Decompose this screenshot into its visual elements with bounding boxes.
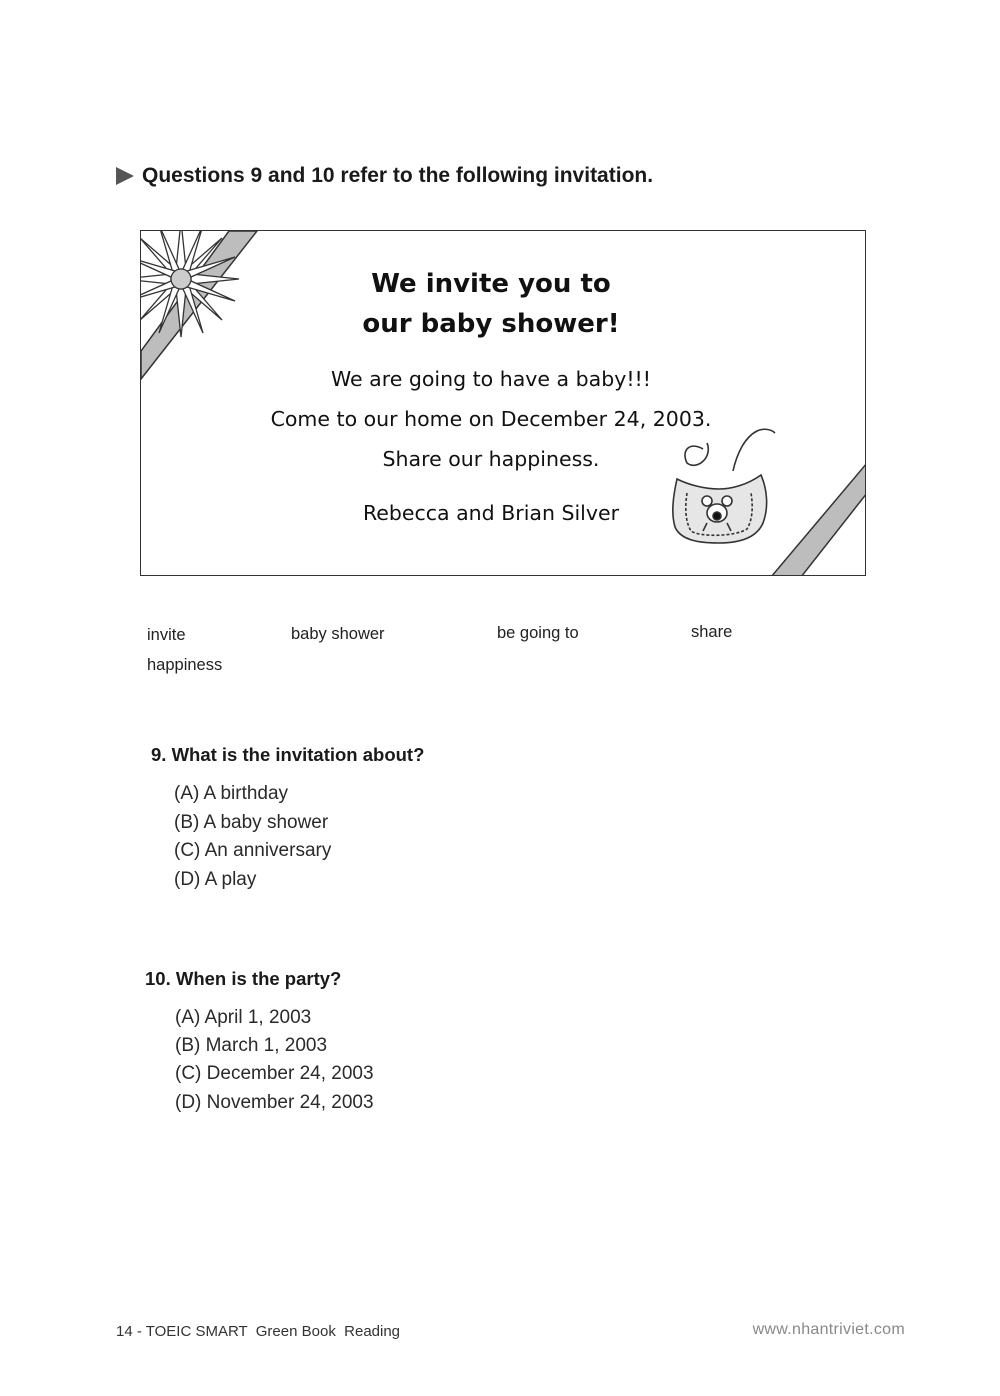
play-arrow-icon: [116, 167, 134, 185]
invitation-title-line1: We invite you to: [371, 269, 611, 299]
footer-website: www.nhantriviet.com: [752, 1321, 905, 1338]
vocab-word: invite: [147, 626, 186, 644]
question-9-option-c: (C) An anniversary: [174, 840, 332, 861]
question-10-option-a: (A) April 1, 2003: [175, 1007, 312, 1028]
section-heading: [116, 164, 653, 188]
question-9-option-d: (D) A play: [174, 869, 257, 890]
question-9-option-a: (A) A birthday: [174, 783, 289, 804]
question-10-option-b: (B) March 1, 2003: [175, 1035, 328, 1056]
question-10-option-d: (D) November 24, 2003: [175, 1092, 374, 1113]
vocab-word: happiness: [147, 656, 223, 674]
invitation-line2: Come to our home on December 24, 2003.: [270, 407, 712, 431]
invitation-line1: We are going to have a baby!!!: [330, 367, 651, 391]
invitation-card: [140, 230, 866, 576]
question-10-option-c: (C) December 24, 2003: [175, 1063, 374, 1084]
invitation-signature: Rebecca and Brian Silver: [362, 501, 620, 525]
footer-page-info: 14 - TOEIC SMART Green Book Reading: [116, 1323, 401, 1340]
section-heading-text: Questions 9 and 10 refer to the following invitation.: [142, 164, 654, 187]
vocab-word: be going to: [497, 624, 579, 642]
invitation-line3: Share our happiness.: [382, 447, 600, 471]
question-9-option-b: (B) A baby shower: [174, 812, 329, 833]
question-10-text: 10. When is the party?: [145, 968, 342, 989]
vocab-word: share: [691, 623, 733, 641]
question-9-text: 9. What is the invitation about?: [151, 744, 425, 765]
invitation-title-line2: our baby shower!: [362, 309, 620, 339]
vocab-word: baby shower: [291, 625, 385, 643]
